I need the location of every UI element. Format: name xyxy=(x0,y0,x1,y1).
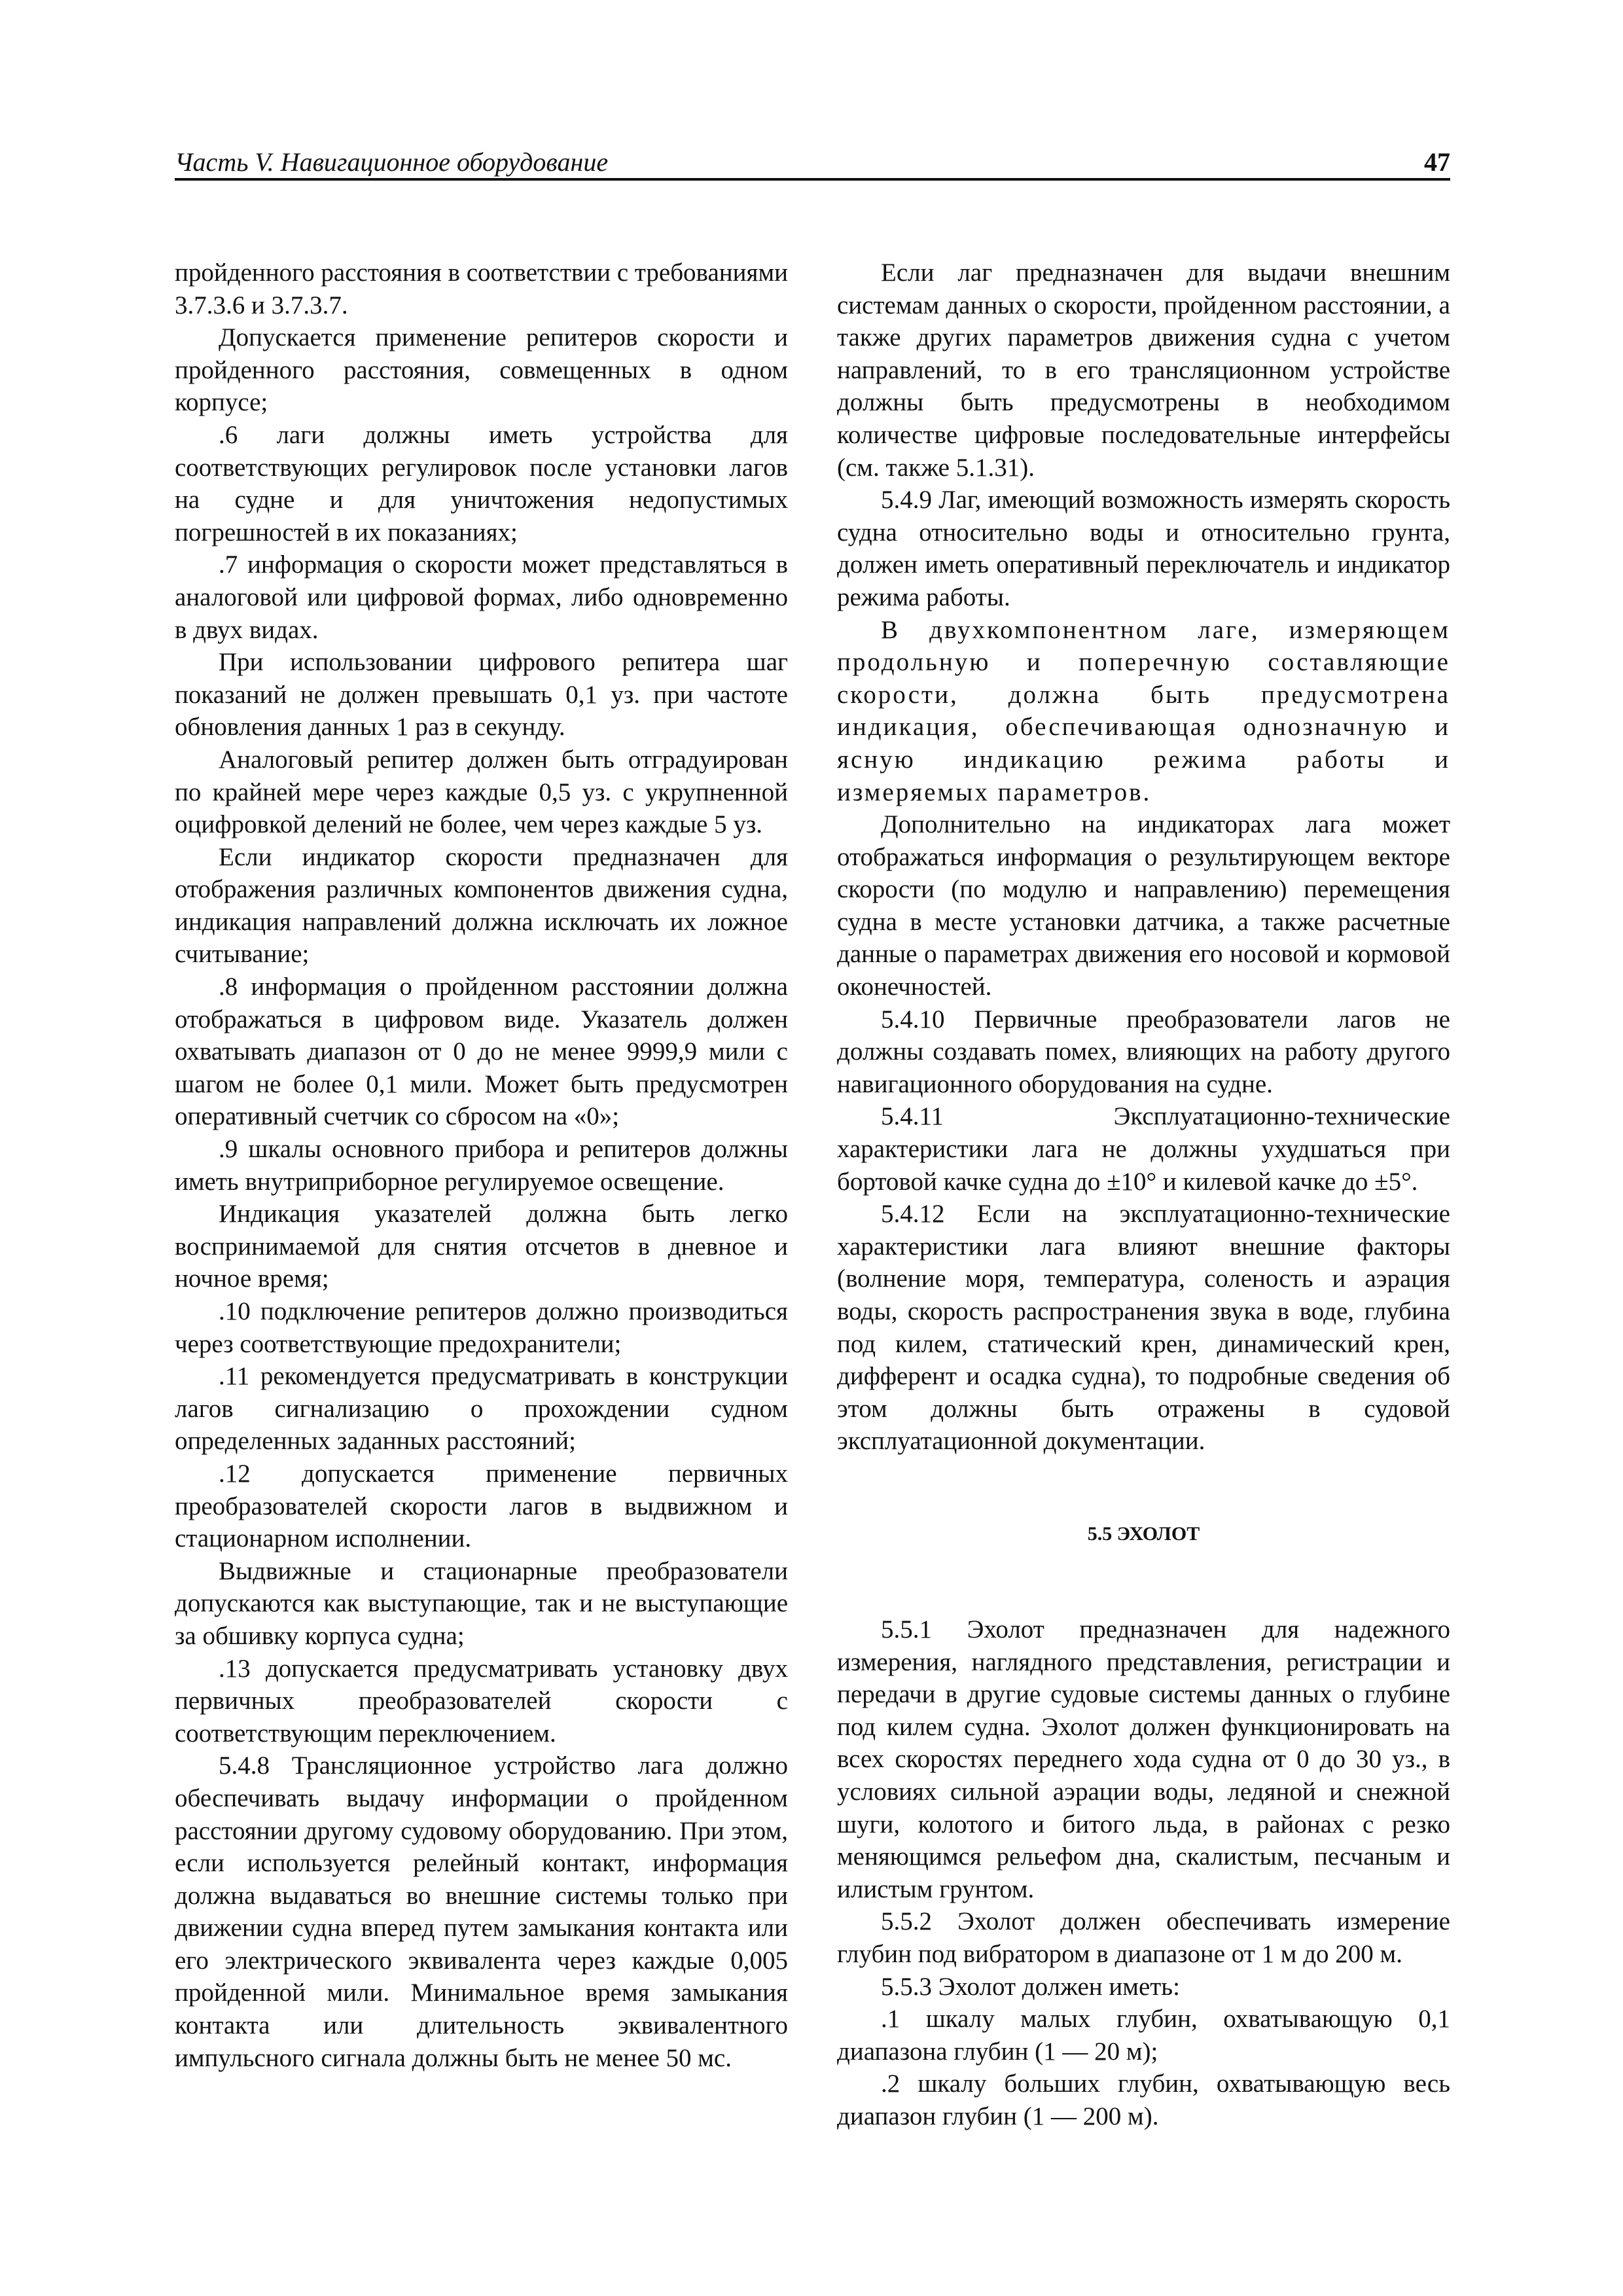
paragraph: Если лаг предназначен для выдачи внешним системам данных о скорости, пройденном расстоянии, а также других параметров движения судна с учетом направлений, то в его трансляционном устройстве должны быть предусмотрены в необходимом количестве цифровые последовательные интерфейсы (см. также 5.1.31). xyxy=(837,259,1450,482)
paragraph: Выдвижные и стационарные преобразователи допускаются как выступающие, так и не выступающие за обшивку корпуса судна; xyxy=(175,1556,788,1650)
paragraph: В двухкомпонентном лаге, измеряющем продольную и поперечную составляющие скорости, должна быть предусмотрена индикация, обеспечивающая однозначную и ясную индикацию режима работы и измеряемых параметров. xyxy=(837,615,1450,806)
paragraph: .13 допускается предусматривать установку двух первичных преобразователей скорости с соответствующим переключением. xyxy=(175,1654,788,1748)
paragraph: .11 рекомендуется предусматривать в конструкции лагов сигнализацию о прохождении судном определенных заданных расстояний; xyxy=(175,1362,788,1456)
paragraph: .7 информация о скорости может представляться в аналоговой или цифровой формах, либо одновременно в двух видах. xyxy=(175,550,788,644)
paragraph: .6 лаги должны иметь устройства для соответствующих регулировок после установки лагов на судне и для уничтожения недопустимых погрешностей в их показаниях; xyxy=(175,420,788,547)
paragraph: .10 подключение репитеров должно производиться через соответствующие предохранители; xyxy=(175,1297,788,1358)
paragraph: 5.4.10 Первичные преобразователи лагов не должны создавать помех, влияющих на работу другого навигационного оборудования на судне. xyxy=(837,1005,1450,1098)
header-rule xyxy=(175,178,1450,181)
paragraph: .1 шкалу малых глубин, охватывающую 0,1 диапазона глубин (1 — 20 м); xyxy=(837,2005,1450,2066)
paragraph: При использовании цифрового репитера шаг показаний не должен превышать 0,1 уз. при частоте обновления данных 1 раз в секунду. xyxy=(175,648,788,742)
paragraph: пройденного расстояния в соответствии с требованиями 3.7.3.6 и 3.7.3.7. xyxy=(175,259,788,319)
left-column xyxy=(175,257,788,2074)
paragraph: Дополнительно на индикаторах лага может отображаться информация о результирующем векторе скорости (по модулю и направлению) перемещения судна в месте установки датчика, а также расчетные данные о параметрах движения его носовой и кормовой оконечностей. xyxy=(837,810,1450,1001)
running-head-title: Часть V. Навигационное оборудование xyxy=(175,147,609,177)
paragraph: 5.4.11 Эксплуатационно-технические характеристики лага не должны ухудшаться при бортовой качке судна до ±10° и килевой качке до ±5°. xyxy=(837,1102,1450,1196)
paragraph: Аналоговый репитер должен быть отградуирован по крайней мере через каждые 0,5 уз. с укрупненной оцифровкой делений не более, чем через каждые 5 уз. xyxy=(175,745,788,839)
paragraph: 5.5.2 Эхолот должен обеспечивать измерение глубин под вибратором в диапазоне от 1 м до 200 м. xyxy=(837,1907,1450,1968)
paragraph: 5.5.1 Эхолот предназначен для надежного измерения, наглядного представления, регистрации и передачи в другие судовые системы данных о глубине под килем судна. Эхолот должен функционировать на всех скоростях переднего хода судна от 0 до 30 уз., в условиях сильной аэрации воды, ледяной и снежной шуги, колотого и битого льда, в районах с резко меняющимся рельефом дна, скалистым, песчаным и илистым грунтом. xyxy=(837,1615,1450,1903)
paragraph: .12 допускается применение первичных преобразователей скорости лагов в выдвижном и стационарном исполнении. xyxy=(175,1459,788,1553)
paragraph: Индикация указателей должна быть легко воспринимаемой для снятия отсчетов в дневное и ночное время; xyxy=(175,1200,788,1293)
paragraph: 5.5.3 Эхолот должен иметь: xyxy=(881,1972,1180,2001)
paragraph: .2 шкалу больших глубин, охватывающую весь диапазон глубин (1 — 200 м). xyxy=(837,2070,1450,2130)
paragraph: Если индикатор скорости предназначен для отображения различных компонентов движения судна, индикация направлений должна исключать их ложное считывание; xyxy=(175,842,788,969)
right-column xyxy=(837,257,1450,2132)
paragraph: .8 информация о пройденном расстоянии должна отображаться в цифровом виде. Указатель должен охватывать диапазон от 0 до не менее 9999,9 мили с шагом не более 0,1 мили. Может быть предусмотрен оперативный счетчик со сбросом на «0»; xyxy=(175,973,788,1131)
paragraph: 5.4.8 Трансляционное устройство лага должно обеспечивать выдачу информации о пройденном расстоянии другому судовому оборудованию. При этом, если используется релейный контакт, информация должна выдаваться во внешние системы только при движении судна вперед путем замыкания контакта или его электрического эквивалента через каждые 0,005 пройденной мили. Минимальное время замыкания контакта или длительность эквивалентного импульсного сигнала должны быть не менее 50 мс. xyxy=(175,1751,788,2072)
paragraph: Допускается применение репитеров скорости и пройденного расстояния, совмещенных в одном корпусе; xyxy=(175,323,788,417)
paragraph: 5.4.9 Лаг, имеющий возможность измерять скорость судна относительно воды и относительно грунта, должен иметь оперативный переключатель и индикатор режима работы. xyxy=(837,486,1450,611)
paragraph: .9 шкалы основного прибора и репитеров должны иметь внутриприборное регулируемое освещение. xyxy=(175,1135,788,1196)
page-number: 47 xyxy=(1424,147,1450,177)
paragraph: 5.4.12 Если на эксплуатационно-технические характеристики лага влияют внешние факторы (волнение моря, температура, соленость и аэрация воды, скорость распространения звука в воде, глубина под килем, статический крен, динамический крен, дифферент и осадка судна), то подробные сведения об этом должны быть отражены в судовой эксплуатационной документации. xyxy=(837,1200,1450,1456)
section-title: 5.5 ЭХОЛОТ xyxy=(1087,1522,1200,1545)
running-head xyxy=(175,145,1450,179)
